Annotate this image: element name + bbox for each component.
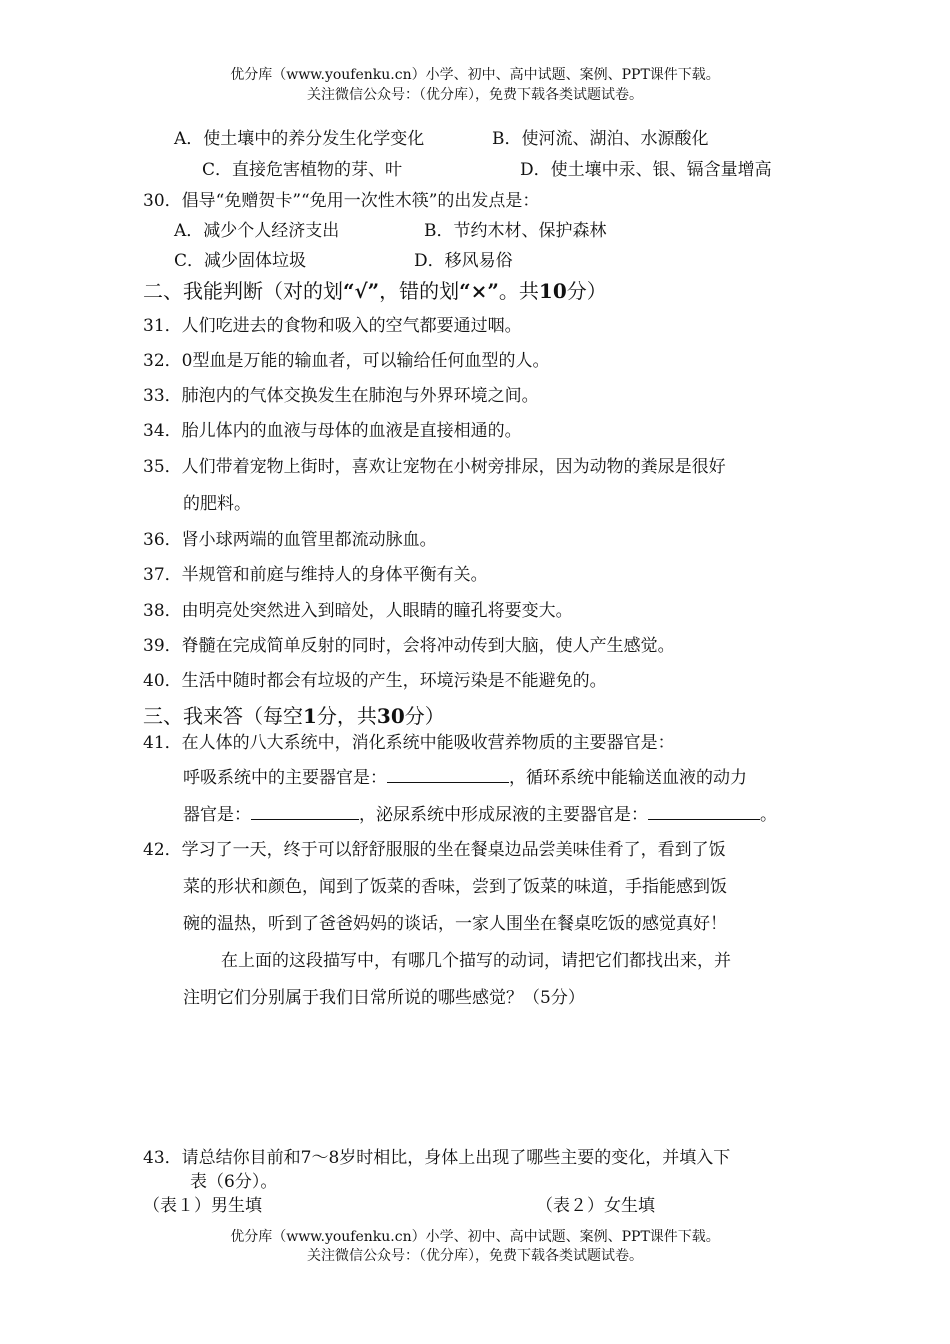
q29-option-b: B．使河流、湖泊、水源酸化 [492, 129, 709, 149]
q30-option-b: B．节约木材、保护森林 [424, 221, 607, 241]
judge-item-35: 35．人们带着宠物上街时，喜欢让宠物在小树旁排尿，因为动物的粪尿是很好 [143, 457, 726, 477]
q41-line-3b: ，泌尿系统中形成尿液的主要器官是： [359, 805, 648, 825]
judge-item-31: 31．人们吃进去的食物和吸入的空气都要通过咽。 [143, 316, 522, 336]
section-3-per-blank: 1 [303, 704, 317, 728]
judge-item-33: 33．肺泡内的气体交换发生在肺泡与外界环境之间。 [143, 386, 539, 406]
judge-item-39: 39．脊髓在完成简单反射的同时，会将冲动传到大脑，使人产生感觉。 [143, 636, 675, 656]
section-2-title-e: 。共 [498, 279, 539, 303]
q42-line-1: 42．学习了一天，终于可以舒舒服服的坐在餐桌边品尝美味佳肴了，看到了饭 [143, 840, 726, 860]
q30-option-c: C．减少固体垃圾 [174, 251, 307, 271]
q41-line-1: 41．在人体的八大系统中，消化系统中能吸收营养物质的主要器官是： [143, 733, 675, 753]
section-3-total: 30 [376, 704, 405, 728]
section-2-title-a: 二、我能判断（对的划 [143, 279, 343, 303]
q41-line-2 [183, 763, 747, 788]
q29-option-d: D．使土壤中汞、银、镉含量增高 [520, 160, 772, 180]
answer-blank-respiratory[interactable] [387, 768, 509, 783]
q42-line-5: 注明它们分别属于我们日常所说的哪些感觉？（5分） [183, 988, 585, 1008]
q30-option-d: D．移风易俗 [414, 251, 513, 271]
judge-item-36: 36．肾小球两端的血管里都流动脉血。 [143, 530, 437, 550]
table-2-caption: （表２）女生填 [536, 1196, 655, 1216]
q42-line-4: 在上面的这段描写中，有哪几个描写的动词，请把它们都找出来，并 [221, 951, 731, 971]
judge-item-38: 38．由明亮处突然进入到暗处，人眼睛的瞳孔将要变大。 [143, 601, 573, 621]
q42-line-3: 碗的温热，听到了爸爸妈妈的谈话，一家人围坐在餐桌吃饭的感觉真好！ [183, 914, 727, 934]
judge-item-32: 32．0型血是万能的输血者，可以输给任何血型的人。 [143, 351, 550, 371]
footer-line-1: 优分库（www.youfenku.cn）小学、初中、高中试题、案例、PPT课件下载。 [230, 1229, 720, 1245]
q43-line-2: 表（6分）。 [190, 1172, 278, 1192]
section-2-title-g: 分） [566, 279, 607, 303]
section-3-title [143, 700, 445, 729]
q42-line-2: 菜的形状和颜色，闻到了饭菜的香味，尝到了饭菜的味道，手指能感到饭 [183, 877, 727, 897]
q41-line-2a: 呼吸系统中的主要器官是： [183, 768, 387, 788]
q29-option-c: C．直接危害植物的芽、叶 [202, 160, 403, 180]
q41-line-3 [183, 800, 777, 825]
section-2-cross-mark: “×” [459, 279, 499, 303]
section-3-title-a: 三、我来答（每空 [143, 704, 303, 728]
q29-option-a: A．使土壤中的养分发生化学变化 [174, 129, 425, 149]
q41-line-2b: ，循环系统中能输送血液的动力 [509, 768, 747, 788]
answer-blank-urinary[interactable] [648, 805, 760, 820]
header-line-2: 关注微信公众号：（优分库），免费下载各类试题试卷。 [307, 87, 643, 103]
table-1-caption: （表１）男生填 [143, 1196, 262, 1216]
q43-line-1: 43．请总结你目前和7～8岁时相比，身体上出现了哪些主要的变化，并填入下 [143, 1148, 731, 1168]
footer-line-2: 关注微信公众号：（优分库），免费下载各类试题试卷。 [307, 1248, 643, 1264]
judge-item-34: 34．胎儿体内的血液与母体的血液是直接相通的。 [143, 421, 522, 441]
section-2-title-c: ，错的划 [379, 279, 460, 303]
section-2-points: 10 [538, 279, 567, 303]
judge-item-37: 37．半规管和前庭与维持人的身体平衡有关。 [143, 565, 488, 585]
q41-line-3a: 器官是： [183, 805, 251, 825]
q41-line-3c: 。 [760, 805, 777, 825]
header-line-1: 优分库（www.youfenku.cn）小学、初中、高中试题、案例、PPT课件下载。 [230, 67, 720, 83]
q30-stem: 30．倡导“免赠贺卡”“免用一次性木筷”的出发点是： [143, 191, 540, 211]
section-2-title [143, 275, 607, 304]
section-2-check-mark: “√” [343, 279, 380, 303]
section-3-title-e: 分） [404, 704, 445, 728]
answer-blank-circulatory[interactable] [251, 805, 359, 820]
section-3-title-c: 分，共 [316, 704, 377, 728]
judge-item-40: 40．生活中随时都会有垃圾的产生，环境污染是不能避免的。 [143, 671, 607, 691]
judge-item-35-cont: 的肥料。 [183, 494, 251, 514]
q30-option-a: A．减少个人经济支出 [174, 221, 340, 241]
